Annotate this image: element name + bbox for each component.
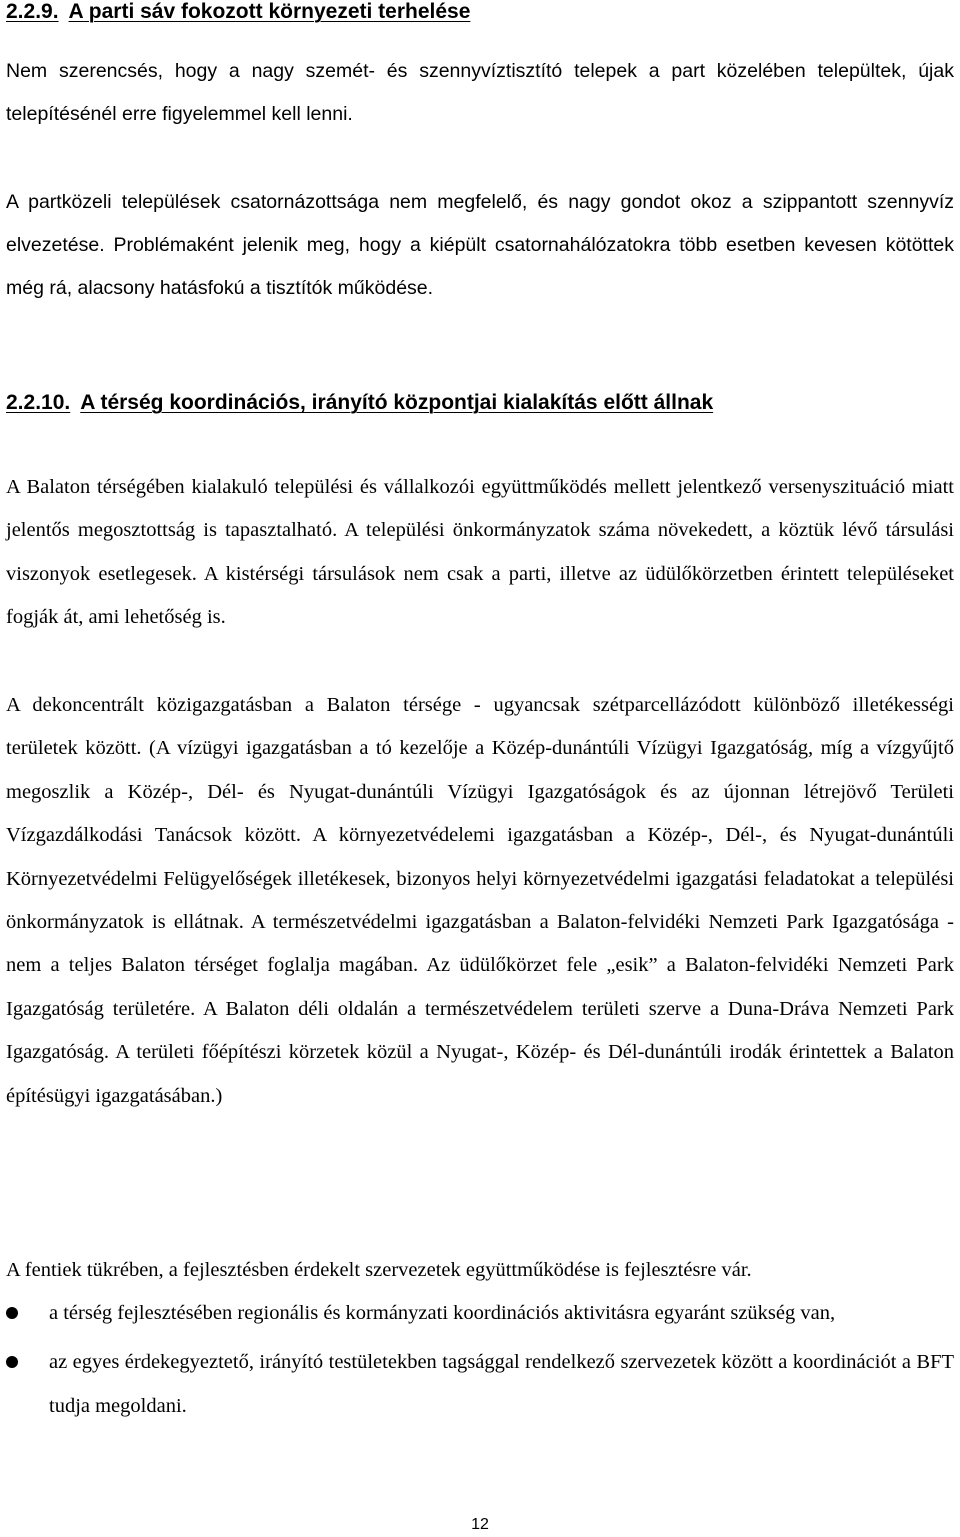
section-number: 2.2.10. [6, 391, 71, 414]
section-heading-2-2-10 [6, 391, 713, 415]
list-item-text: az egyes érdekegyeztető, irányító testületekben tagsággal rendelkező szervezetek között a koordinációt a BFT tudja megoldani. [49, 1351, 954, 1417]
paragraph-summary: A fentiek tükrében, a fejlesztésben érdekelt szervezetek együttműködése is fejlesztésre vár. [6, 1259, 752, 1281]
paragraph-sewerage: A partközeli települések csatornázottsága nem megfelelő, és nagy gondot okoz a szippantott szennyvíz elvezetése. Problémaként jelenik meg, hogy a kiépült csatornahálózatokra több esetben kevesen kötöttek még rá, alacsony hatásfokú a tisztítók működése. [6, 191, 954, 299]
bullet-dot-icon [6, 1307, 18, 1319]
paragraph-cooperation: A Balaton térségében kialakuló települési és vállalkozói együttműködés mellett jelentkező versenyszituáció miatt jelentős megosztottság is tapasztalható. A települési önkormányzatok száma növekedett, a köztük lévő társulási viszonyok esetlegesek. A kistérségi társulások nem csak a parti, illetve az üdülőkörzetben érintett településeket fogják át, ami lehetőség is. [6, 476, 954, 629]
bullet-list [6, 1292, 954, 1428]
list-item [6, 1341, 954, 1428]
section-title: A parti sáv fokozott környezeti terhelése [68, 0, 471, 23]
section-number: 2.2.9. [6, 0, 59, 23]
bullet-dot-icon [6, 1356, 18, 1368]
list-item [6, 1292, 954, 1335]
section-title: A térség koordinációs, irányító központjai kialakítás előtt állnak [80, 391, 714, 414]
paragraph-administration: A dekoncentrált közigazgatásban a Balaton térsége - ugyancsak szétparcellázódott különböző illetékességi területek között. (A vízügyi igazgatásban a tó kezelője a Közép-dunántúli Vízügyi Igazgatóság, míg a vízgyűjtő megoszlik a Közép-, Dél- és Nyugat-dunántúli Vízügyi Igazgatóságok és az újonnan létrejövő Területi Vízgazdálkodási Tanácsok között. A környezetvédelemi igazgatásban a Közép-, Dél-, és Nyugat-dunántúli Környezetvédelmi Felügyelőségek illetékesek, bizonyos helyi környezetvédelmi igazgatási feladatokat a települési önkormányzatok is ellátnak. A természetvédelmi igazgatásban a Balaton-felvidéki Nemzeti Park Igazgatósága - nem a teljes Balaton térséget foglalja magában. Az üdülőkörzet fele „esik” a Balaton-felvidéki Nemzeti Park Igazgatóság területére. A Balaton déli oldalán a természetvédelem területi szerve a Duna-Dráva Nemzeti Park Igazgatóság. A területi főépítészi körzetek közül a Nyugat-, Közép- és Dél-dunántúli irodák érintettek a Balaton építésügyi igazgatásában.) [6, 694, 954, 1107]
list-item-text: a térség fejlesztésében regionális és kormányzati koordinációs aktivitásra egyaránt szükség van, [49, 1302, 836, 1324]
paragraph-waste-sites: Nem szerencsés, hogy a nagy szemét- és szennyvíztisztító telepek a part közelében települtek, újak telepítésénél erre figyelemmel kell lenni. [6, 60, 954, 125]
page-number: 12 [471, 1516, 489, 1533]
section-heading-2-2-9 [6, 0, 470, 24]
